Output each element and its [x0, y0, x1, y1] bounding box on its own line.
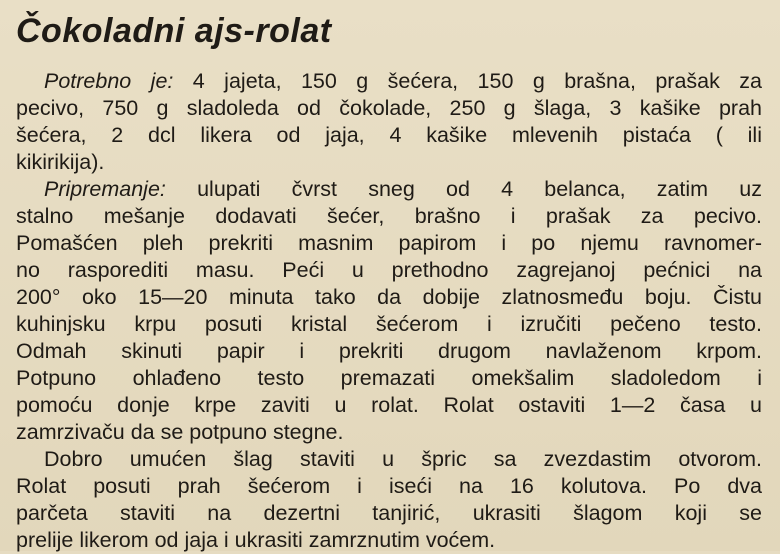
text-line: Rolat posuti prah šećerom i iseći na 16 kolutova. Po dva [16, 474, 762, 498]
text-line: Pomašćen pleh prekriti masnim papirom i po njemu ravnomer- [16, 231, 762, 255]
preparation-paragraph [16, 176, 762, 446]
ingredients-paragraph [16, 68, 762, 176]
recipe-title: Čokoladni ajs-rolat [16, 12, 332, 50]
text-line: zamrzivaču da se potpuno stegne. [16, 420, 344, 444]
preparation-lead: Pripremanje: [44, 177, 166, 201]
text-line: pomoću donje krpe zaviti u rolat. Rolat ostaviti 1—2 časa u [16, 393, 762, 417]
text-line: pecivo, 750 g sladoleda od čokolade, 250 g šlaga, 3 kašike prah [16, 96, 762, 120]
text-line: stalno mešanje dodavati šećer, brašno i prašak za pecivo. [16, 204, 762, 228]
text-line: Dobro umućen šlag staviti u špric sa zvezdastim otvorom. [44, 447, 762, 471]
text-line: Odmah skinuti papir i prekriti drugom navlaženom krpom. [16, 339, 762, 363]
text-line: kuhinjsku krpu posuti kristal šećerom i izručiti pečeno testo. [16, 312, 762, 336]
text-line: kikirikija). [16, 150, 105, 174]
text-line: 200° oko 15—20 minuta tako da dobije zlatnosmeđu boju. Čistu [16, 285, 762, 309]
serving-paragraph [16, 446, 762, 554]
text-line: šećera, 2 dcl likera od jaja, 4 kašike mlevenih pistaća ( ili [16, 123, 762, 147]
ingredients-lead: Potrebno je: [44, 69, 174, 93]
text-line: parčeta staviti na dezertni tanjirić, ukrasiti šlagom koji se [16, 501, 762, 525]
text-line: prelije likerom od jaja i ukrasiti zamrznutim voćem. [16, 528, 496, 552]
text-line: Potrebno je: 4 jajeta, 150 g šećera, 150 g brašna, prašak za [44, 69, 762, 93]
text-line: Potpuno ohlađeno testo premazati omekšalim sladoledom i [16, 366, 762, 390]
text-line: no rasporediti masu. Peći u prethodno zagrejanoj pećnici na [16, 258, 762, 282]
text-line: Pripremanje: ulupati čvrst sneg od 4 belanca, zatim uz [44, 177, 762, 201]
